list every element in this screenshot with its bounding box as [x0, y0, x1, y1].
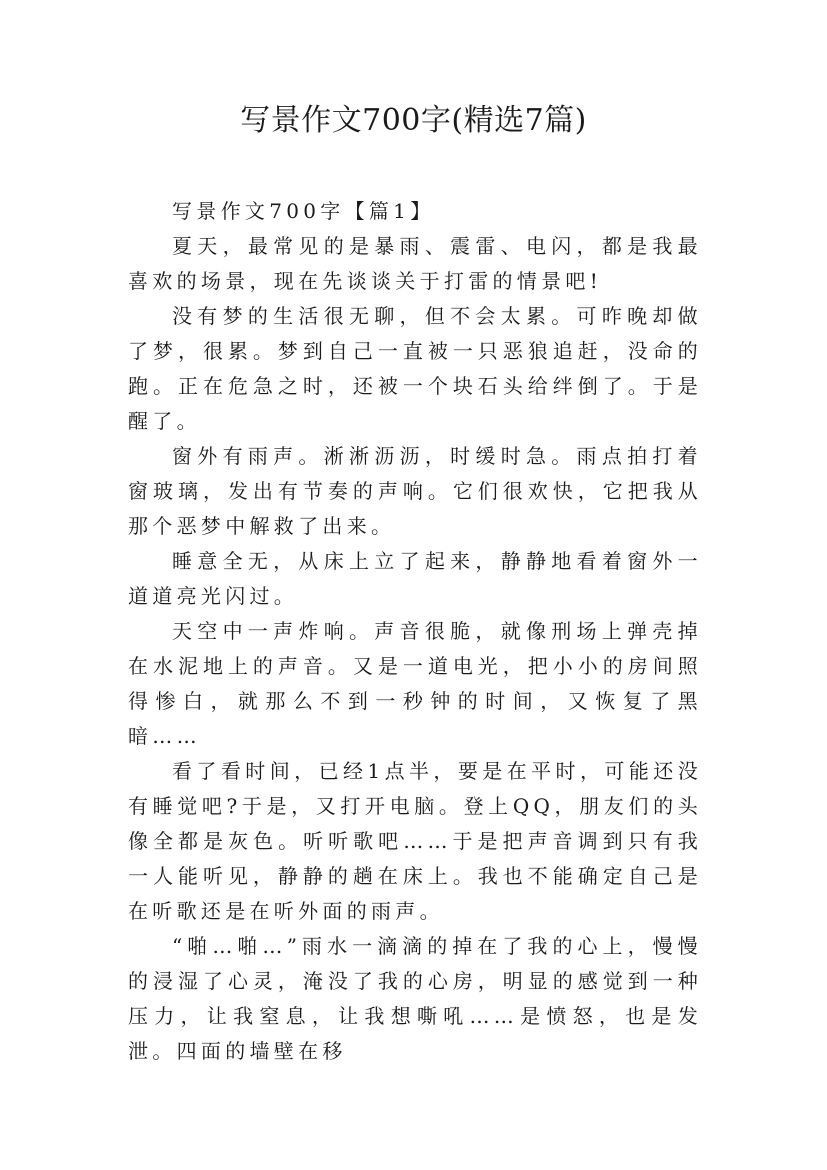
paragraph: 睡意全无，从床上立了起来，静静地看着窗外一道道亮光闪过。: [128, 549, 702, 608]
paragraph: 窗外有雨声。淅淅沥沥，时缓时急。雨点拍打着窗玻璃，发出有节奏的声响。它们很欢快，它把我从那个恶梦中解救了出来。: [128, 444, 702, 538]
paragraph: “啪…啪…”雨水一滴滴的掉在了我的心上，慢慢的浸湿了心灵，淹没了我的心房，明显的感觉到一种压力，让我窒息，让我想嘶吼……是愤怒，也是发泄。四面的墙壁在移: [128, 934, 702, 1063]
paragraph: 夏天，最常见的是暴雨、震雷、电闪，都是我最喜欢的场景，现在先谈谈关于打雷的情景吧!: [128, 234, 702, 293]
paragraph: 天空中一声炸响。声音很脆，就像刑场上弹壳掉在水泥地上的声音。又是一道电光，把小小的房间照得惨白，就那么不到一秒钟的时间，又恢复了黑暗……: [128, 619, 702, 748]
section-heading: 写景作文700字【篇1】: [172, 199, 435, 223]
document-body: [128, 194, 702, 1069]
paragraph: 看了看时间，已经1点半，要是在平时，可能还没有睡觉吧?于是，又打开电脑。登上QQ，朋友们的头像全都是灰色。听听歌吧……于是把声音调到只有我一人能听见，静静的趟在床上。我也不能确定自己是在听歌还是在听外面的雨声。: [128, 759, 702, 923]
document-title: 写景作文700字(精选7篇): [240, 103, 587, 138]
paragraph: 没有梦的生活很无聊，但不会太累。可昨晚却做了梦，很累。梦到自己一直被一只恶狼追赶，没命的跑。正在危急之时，还被一个块石头给绊倒了。于是醒了。: [128, 304, 702, 433]
